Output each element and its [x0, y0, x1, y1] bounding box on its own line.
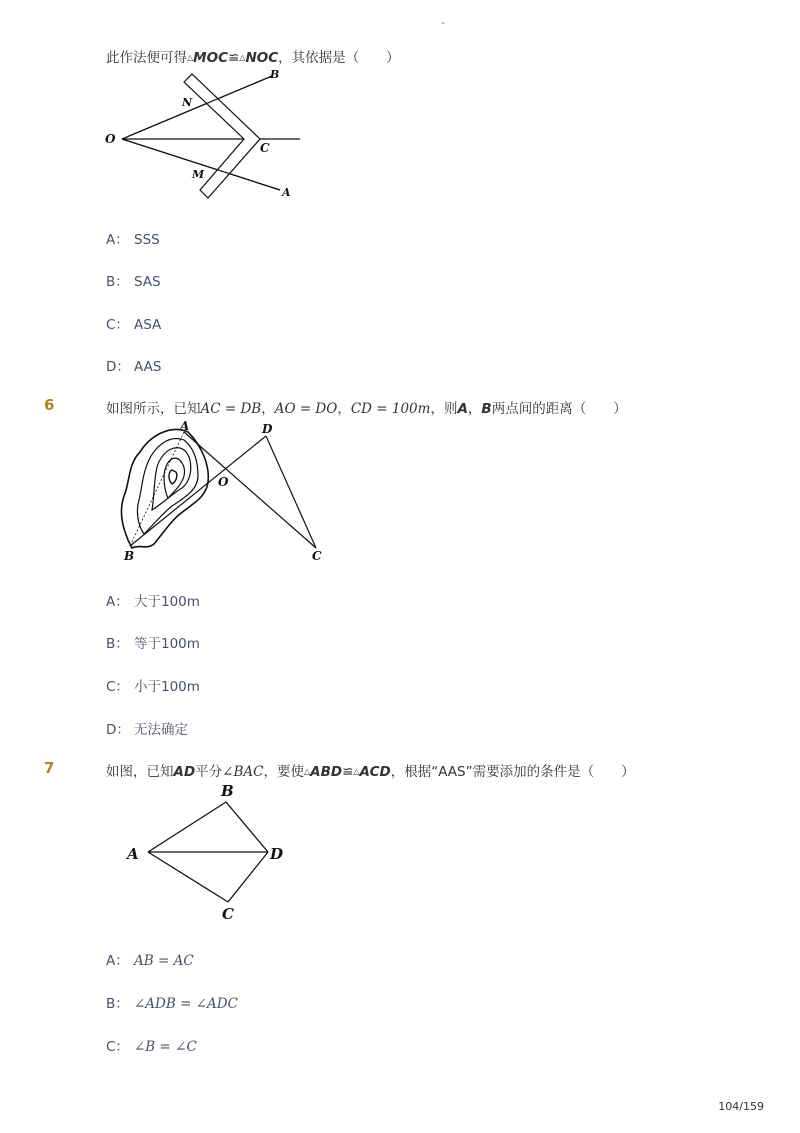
- q7-option-b[interactable]: [106, 992, 238, 1012]
- q5-option-b[interactable]: [106, 270, 161, 290]
- q7-cong: ≌: [342, 764, 354, 780]
- q6-cond2: AO = DO: [274, 401, 338, 417]
- page-number: 104/159: [718, 1100, 764, 1113]
- label-a: A: [180, 419, 190, 433]
- q6-cond3: CD = 100m: [350, 401, 431, 417]
- ray-oa-over: [122, 139, 280, 190]
- option-label: C：: [106, 1039, 129, 1055]
- q5-stem-prefix: 此作法便可得: [106, 50, 187, 66]
- option-text: AB = AC: [134, 953, 194, 969]
- segment-cd: [228, 852, 268, 902]
- option-label: B：: [106, 636, 129, 652]
- q5-stem: [106, 46, 400, 66]
- q5-stem-suffix: ，其依据是（ ）: [278, 50, 400, 66]
- q7-stem-d: ，根据“AAS”需要添加的条件是（ ）: [390, 764, 635, 780]
- label-d: D: [270, 845, 284, 863]
- segment-dc: [266, 436, 316, 548]
- option-label: C：: [106, 679, 129, 695]
- q7-stem: [106, 760, 635, 780]
- q6-point-b: B: [481, 401, 492, 417]
- q5-option-c[interactable]: [106, 313, 161, 333]
- label-n: N: [182, 96, 193, 109]
- q6-stem-b: ，则: [430, 401, 458, 417]
- q5-tri2: NOC: [245, 50, 279, 66]
- q6-cond1: AC = DB: [200, 401, 262, 417]
- label-a: A: [282, 186, 291, 199]
- q6-option-a[interactable]: [106, 590, 200, 610]
- top-mark: -: [441, 16, 445, 29]
- label-b: B: [270, 68, 280, 81]
- option-text: SAS: [134, 274, 161, 290]
- q5-option-d[interactable]: [106, 355, 161, 375]
- label-b: B: [221, 782, 234, 800]
- option-text: 等于100m: [134, 636, 200, 652]
- q5-figure: [100, 68, 310, 208]
- q6-stem-c: 两点间的距离（ ）: [491, 401, 627, 417]
- triangle-icon: △: [187, 53, 194, 62]
- option-label: B：: [106, 274, 129, 290]
- label-a: A: [127, 845, 139, 863]
- q6-option-b[interactable]: [106, 632, 200, 652]
- q7-tri1: ABD: [310, 764, 343, 780]
- triangle-icon: △: [353, 767, 360, 776]
- q6-point-a: A: [457, 401, 468, 417]
- hill-contour-3: [152, 448, 191, 510]
- q7-ad: AD: [173, 764, 196, 780]
- option-label: A：: [106, 232, 129, 248]
- q5-option-a[interactable]: [106, 228, 160, 248]
- hill-contour-4: [164, 458, 185, 498]
- option-text: SSS: [134, 232, 160, 248]
- label-c: C: [312, 549, 322, 563]
- option-label: A：: [106, 953, 129, 969]
- label-c: C: [222, 905, 234, 923]
- label-b: B: [124, 549, 135, 563]
- option-text: ∠ADB = ∠ADC: [134, 996, 238, 1012]
- option-label: B：: [106, 996, 129, 1012]
- segment-ab: [148, 802, 226, 852]
- hill-peak: [169, 470, 177, 484]
- label-o: O: [105, 132, 116, 146]
- q7-stem-b: 平分: [195, 764, 223, 780]
- option-label: D：: [106, 359, 130, 375]
- option-text: AAS: [134, 359, 162, 375]
- label-o: O: [218, 475, 229, 489]
- q7-stem-c: ，要使: [263, 764, 304, 780]
- option-label: C：: [106, 317, 129, 333]
- option-text: 小于100m: [134, 679, 200, 695]
- segment-bd: [130, 436, 266, 546]
- q7-number: 7: [44, 759, 55, 777]
- q5-cong: ≌: [227, 50, 240, 66]
- q6-number: 6: [44, 396, 55, 414]
- q7-tri2: ACD: [359, 764, 391, 780]
- q7-angle: ∠BAC: [222, 764, 264, 780]
- q7-figure: [120, 780, 300, 925]
- option-label: D：: [106, 722, 130, 738]
- q6-stem-a: 如图所示，已知: [106, 401, 201, 417]
- segment-bd: [226, 802, 268, 852]
- segment-ac: [148, 852, 228, 902]
- q6-option-c[interactable]: [106, 675, 200, 695]
- q7-option-c[interactable]: [106, 1035, 197, 1055]
- q7-option-a[interactable]: [106, 949, 194, 969]
- option-text: 无法确定: [134, 722, 188, 738]
- q5-tri1: MOC: [193, 50, 228, 66]
- q7-stem-a: 如图，已知: [106, 764, 174, 780]
- label-m: M: [192, 168, 205, 181]
- triangle-icon: △: [303, 767, 311, 776]
- option-text: ASA: [134, 317, 162, 333]
- q6-figure: [110, 418, 340, 568]
- triangle-icon: △: [239, 53, 246, 62]
- label-c: C: [260, 141, 270, 155]
- q6-option-d[interactable]: [106, 718, 188, 738]
- option-text: ∠B = ∠C: [134, 1039, 197, 1055]
- hill-contour-2: [137, 439, 198, 534]
- option-label: A：: [106, 594, 129, 610]
- label-d: D: [262, 422, 273, 436]
- q6-stem: 如图所示，已知AC = DB，AO = DO，CD = 100m，则A，B两点间的距离（ ）: [106, 401, 627, 417]
- option-text: 大于100m: [134, 594, 200, 610]
